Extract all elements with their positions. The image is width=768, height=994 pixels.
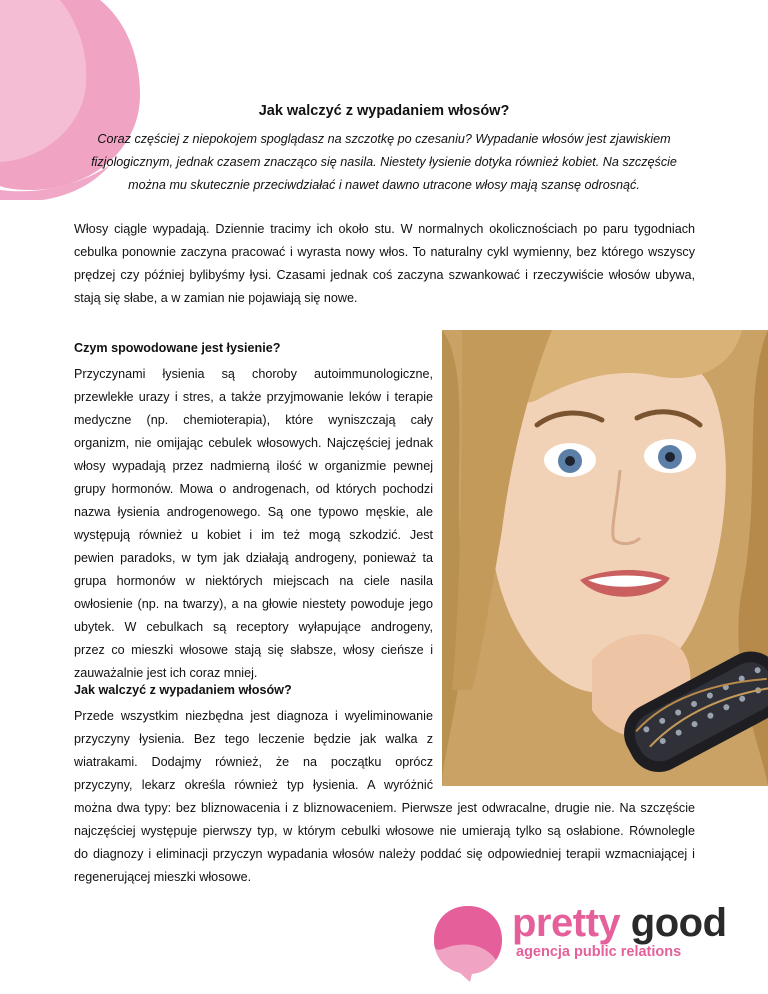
intro-line: prędzej czy później bylibyśmy łysi. Czasami jednak coś zaczyna szwankować i rzeczywiście włosów ubywa, [74, 268, 695, 282]
section2-line: najczęściej występuje pierwszy typ, w którym cebulki włosowe nie umierają tylko są osłabione. Równolegle [74, 824, 695, 838]
lead-line: Coraz częściej z niepokojem spoglądasz na szczotkę po czesaniu? Wypadanie włosów jest zjawiskiem [97, 132, 671, 146]
section1-line: przez co mieszki włosowe stają się słabsze, włosy cieńsze i [74, 643, 433, 657]
article-lead [60, 128, 708, 197]
section2-line: wiatrakami. Dodajmy również, że na początku oprócz [74, 755, 433, 769]
section2-paragraph-narrow [74, 705, 433, 797]
section2-line: przyczyny, lekarz określa również typ łysienia. A wyróżnić [74, 778, 433, 792]
section1-line: owłosienie (np. na twarzy), a na głowie niestety powoduje jego [74, 597, 433, 611]
section1-line: przewlekłe urazy i stres, a także przyjmowanie leków i terapie [74, 390, 433, 404]
woman-with-hairbrush-photo [442, 330, 768, 786]
brand-name-part2: good [630, 901, 727, 945]
section2-line: przyczyny łysienia. Bez tego leczenie będzie jak walka z [74, 732, 433, 746]
section1-line: organizm, nie omijając cebulek włosowych. Najczęściej jednak [74, 436, 433, 450]
intro-line: Włosy ciągle wypadają. Dziennie tracimy ich około stu. W normalnych okolicznościach po paru tygodniach [74, 222, 695, 236]
section1-heading: Czym spowodowane jest łysienie? [74, 341, 281, 355]
section1-paragraph [74, 363, 433, 685]
section1-line: grupa hormonów w niektórych miejscach na ciele nasila [74, 574, 433, 588]
section1-line: występują również u kobiet i im też mogą szkodzić. Jest [74, 528, 433, 542]
section1-line: ubytek. W cebulkach są receptory wyłapujące androgeny, [74, 620, 433, 634]
intro-paragraph [74, 218, 695, 310]
section2-line: Przede wszystkim niezbędna jest diagnoza i wyeliminowanie [74, 709, 433, 723]
brand-name-part1: pretty [512, 901, 621, 945]
brand-tagline: agencja public relations [516, 944, 682, 960]
intro-line: cebulka ponownie zaczyna pracować i wyrasta nowy włos. To naturalny cykl wymienny, bez którego wszyscy [74, 245, 695, 259]
section1-line: nazwa łysienia androgenowego. Są one typowo męskie, ale [74, 505, 433, 519]
section2-paragraph-wide [74, 797, 695, 889]
article-title: Jak walczyć z wypadaniem włosów? [258, 103, 510, 119]
lead-line: można mu skutecznie przeciwdziałać i nawet dawno utracone włosy mają szansę odrosnąć. [128, 178, 640, 192]
section1-line: Przyczynami łysienia są choroby autoimmunologiczne, [74, 367, 433, 381]
brand-name [512, 900, 727, 946]
speech-bubble-logo-icon [430, 902, 506, 984]
intro-line: stają się słabe, a w zamian nie pojawiają się nowe. [74, 291, 358, 305]
brand-logo [430, 900, 750, 985]
lead-line: fizjologicznym, jednak czasem znacząco się nasila. Niestety łysienie dotyka również kobiet. Na szczęście [91, 155, 677, 169]
section2-line: regenerującej mieszki włosowe. [74, 870, 252, 884]
section2-line: można dwa typy: bez bliznowacenia i z bliznowaceniem. Pierwsze jest odwracalne, drugie nie. Na szczęście [74, 801, 695, 815]
section2-heading: Jak walczyć z wypadaniem włosów? [74, 683, 292, 697]
section1-line: grupy hormonów. Mowa o androgenach, od których pochodzi [74, 482, 433, 496]
section1-line: włosy wypadają przez nadmierną ilość w organizmie pewnej [74, 459, 433, 473]
section1-line: pewien paradoks, w tym jak działają androgeny, ponieważ ta [74, 551, 433, 565]
section1-line: medyczne (np. chemioterapia), które wyniszczają cały [74, 413, 433, 427]
section2-line: do diagnozy i eliminacji przyczyn wypadania włosów należy poddać się odpowiedniej terapii wzmacniającej i [74, 847, 695, 861]
section1-line: zauważalnie jest ich coraz mniej. [74, 666, 258, 680]
